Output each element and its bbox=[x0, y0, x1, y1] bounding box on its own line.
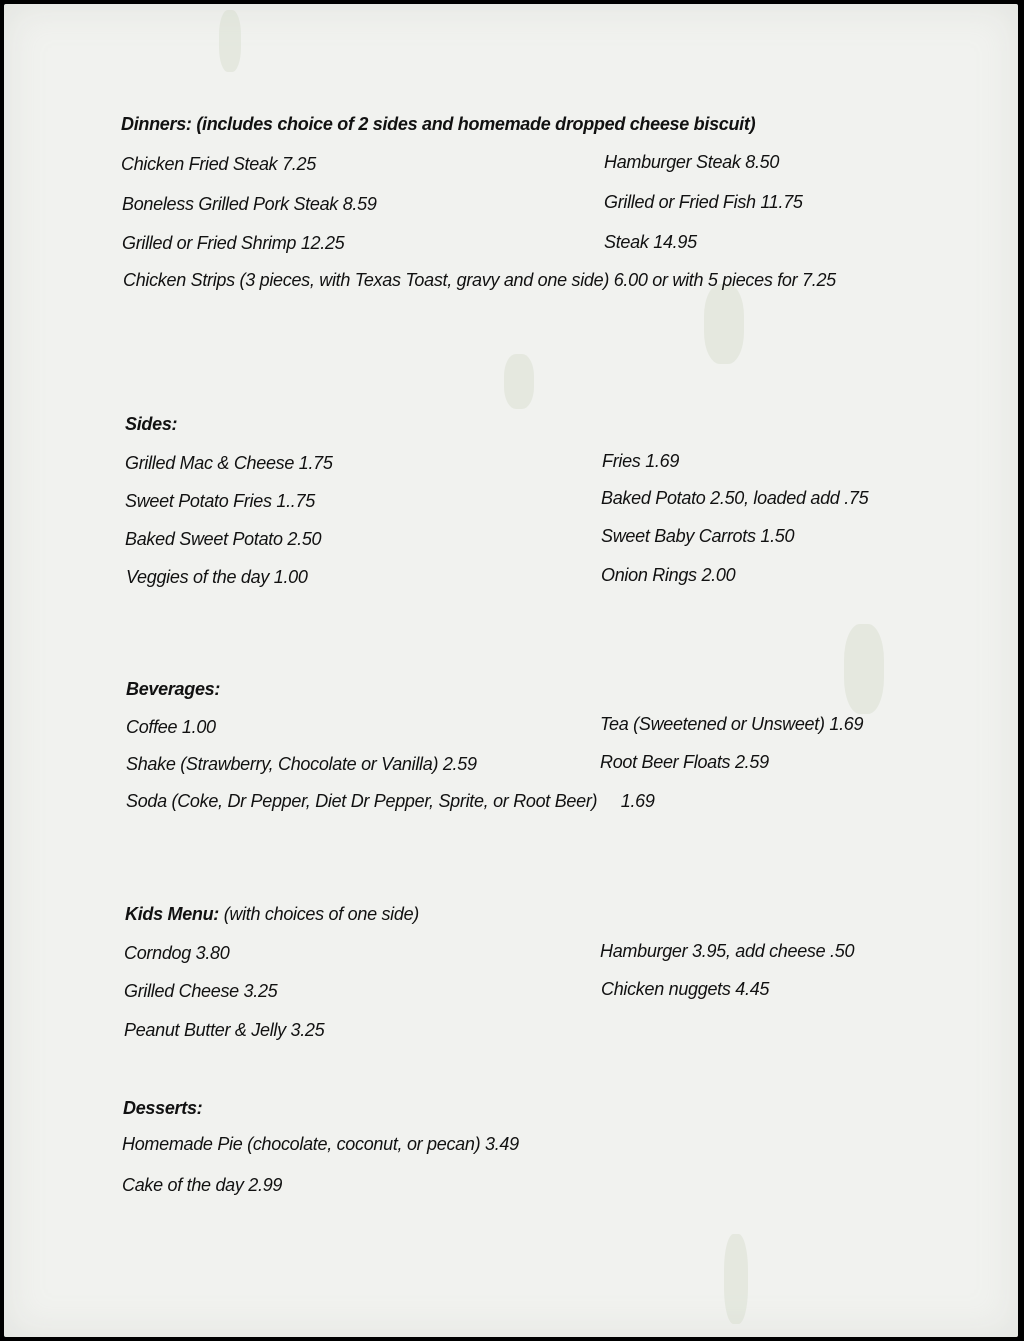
menu-item: Peanut Butter & Jelly 3.25 bbox=[124, 1020, 325, 1040]
section-heading: Beverages: bbox=[126, 679, 221, 699]
menu-item: Chicken Strips (3 pieces, with Texas Toast, gravy and one side) 6.00 or with 5 pieces for 7.25 bbox=[123, 270, 836, 290]
paper-smudge bbox=[504, 354, 534, 409]
menu-item: Chicken nuggets 4.45 bbox=[601, 979, 770, 999]
menu-item: Soda (Coke, Dr Pepper, Diet Dr Pepper, Sprite, or Root Beer) 1.69 bbox=[126, 791, 655, 811]
paper-smudge bbox=[704, 284, 744, 364]
menu-item: Root Beer Floats 2.59 bbox=[600, 752, 769, 772]
menu-item: Sweet Potato Fries 1..75 bbox=[125, 491, 315, 511]
paper-smudge bbox=[844, 624, 884, 714]
menu-item: Grilled or Fried Shrimp 12.25 bbox=[122, 233, 345, 253]
section-subtitle: (with choices of one side) bbox=[223, 904, 420, 924]
menu-item: Onion Rings 2.00 bbox=[601, 565, 736, 585]
menu-item: Hamburger 3.95, add cheese .50 bbox=[600, 941, 855, 961]
menu-item: Grilled Cheese 3.25 bbox=[124, 981, 278, 1001]
section-heading: Sides: bbox=[125, 414, 178, 434]
menu-item: Fries 1.69 bbox=[602, 451, 680, 471]
menu-item: Steak 14.95 bbox=[604, 232, 697, 252]
menu-item: Baked Potato 2.50, loaded add .75 bbox=[601, 488, 869, 508]
menu-item: Grilled or Fried Fish 11.75 bbox=[604, 192, 803, 212]
menu-item: Coffee 1.00 bbox=[126, 717, 216, 737]
section-subtitle: (includes choice of 2 sides and homemade dropped cheese biscuit) bbox=[196, 114, 756, 134]
menu-item: Corndog 3.80 bbox=[124, 943, 230, 963]
menu-item: Cake of the day 2.99 bbox=[122, 1175, 283, 1195]
menu-item: Shake (Strawberry, Chocolate or Vanilla) 2.59 bbox=[126, 754, 477, 774]
menu-item: Chicken Fried Steak 7.25 bbox=[121, 154, 316, 174]
section-heading: Kids Menu: bbox=[125, 904, 219, 924]
menu-item: Homemade Pie (chocolate, coconut, or pecan) 3.49 bbox=[122, 1134, 519, 1154]
paper-smudge bbox=[219, 10, 241, 72]
menu-item: Baked Sweet Potato 2.50 bbox=[125, 529, 322, 549]
menu-item: Grilled Mac & Cheese 1.75 bbox=[125, 453, 333, 473]
menu-item: Veggies of the day 1.00 bbox=[126, 567, 308, 587]
section-heading: Desserts: bbox=[123, 1098, 203, 1118]
kids-heading-line bbox=[125, 904, 419, 925]
section-heading: Dinners: bbox=[121, 114, 192, 134]
menu-item: Tea (Sweetened or Unsweet) 1.69 bbox=[600, 714, 864, 734]
menu-item: Boneless Grilled Pork Steak 8.59 bbox=[122, 194, 377, 214]
dinners-heading-line bbox=[121, 114, 755, 135]
menu-item: Sweet Baby Carrots 1.50 bbox=[601, 526, 795, 546]
menu-page bbox=[4, 4, 1018, 1337]
paper-smudge bbox=[724, 1234, 748, 1324]
menu-item: Hamburger Steak 8.50 bbox=[604, 152, 780, 172]
